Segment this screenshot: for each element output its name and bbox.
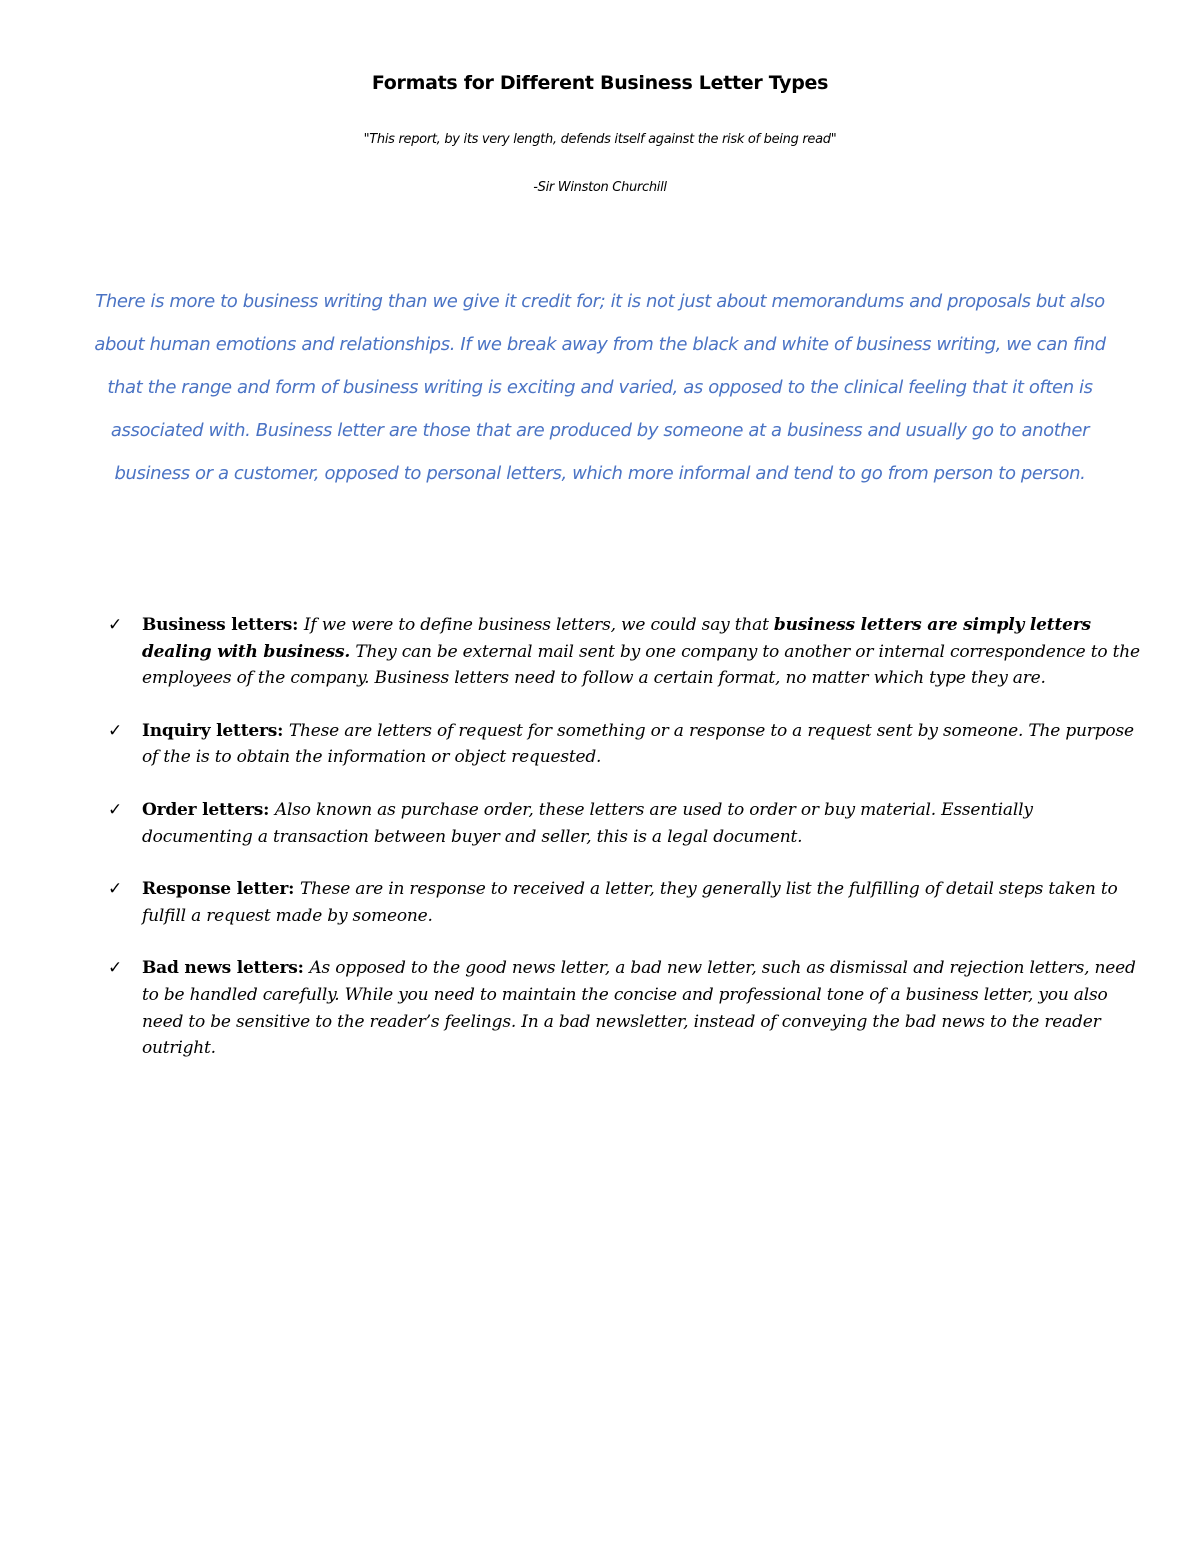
letter-type-term: Bad news letters [142, 958, 298, 979]
letter-type-term: Response letter [142, 879, 289, 900]
intro-paragraph: There is more to business writing than we give it credit for; it is not just about memorandums and proposals but also about human emotions and relationships. If we break away from the black and white of business writing, we can find that the range and form of business writing is exciting and varied, as opposed to the clinical feeling that it often is associated with. Business letter are those that are produced by someone at a business and usually go to another business or a customer, opposed to personal letters, which more informal and tend to go from person to person. [94, 291, 1106, 484]
letter-type-description: If we were to define business letters, we could say that [303, 615, 774, 635]
list-item-order-letters [100, 797, 1140, 850]
term-separator: : [288, 879, 300, 900]
term-separator: : [263, 799, 275, 820]
letter-type-description: As opposed to the good news letter, a bad new letter, such as dismissal and rejection letters, need to be handled carefully. While you need to maintain the concise and professional tone of a business letter, you also need to be sensitive to the reader’s feelings. In a bad newsletter, instead of conveying the bad news to the reader outright. [142, 958, 1136, 1059]
letter-type-term: Order letters [142, 799, 264, 820]
checkmark-icon: ✓ [108, 799, 123, 820]
checkmark-icon: ✓ [108, 958, 123, 979]
letter-type-description-continued: They can be external mail sent by one company to another or internal correspondence to the employees of the company. Business letters need to follow a certain format, no matter which type they are. [142, 641, 1140, 689]
letter-type-term: Inquiry letters [142, 720, 278, 741]
document-title: Formats for Different Business Letter Types [371, 72, 829, 94]
checkmark-icon: ✓ [108, 879, 123, 900]
checkmark-icon: ✓ [108, 720, 123, 741]
epigraph-quote: "This report, by its very length, defends itself against the risk of being read" [363, 132, 837, 147]
list-item-bad-news-letters [100, 955, 1140, 1061]
term-separator: : [292, 615, 304, 635]
term-separator: : [297, 958, 310, 979]
checkmark-icon: ✓ [108, 615, 123, 635]
letter-type-description: These are in response to received a letter, they generally list the fulfilling of detail steps taken to fulfill a request made by someone. [142, 879, 1118, 926]
list-item-inquiry-letters [100, 718, 1140, 771]
list-item-business-letters [100, 612, 1140, 692]
emphasized-definition: business letters are simply letters dealing with business. [142, 615, 1091, 662]
term-separator: : [277, 720, 289, 741]
quote-attribution: -Sir Winston Churchill [533, 180, 667, 195]
list-item-response-letter [100, 876, 1140, 929]
letter-type-description: Also known as purchase order, these letters are used to order or buy material. Essentially documenting a transaction between buyer and seller, this is a legal document. [142, 799, 1033, 847]
letter-type-description: These are letters of request for something or a response to a request sent by someone. The purpose of the is to obtain the information or object requested. [142, 720, 1134, 768]
letter-types-list [100, 612, 1140, 1088]
letter-type-term: Business letters [142, 615, 293, 635]
